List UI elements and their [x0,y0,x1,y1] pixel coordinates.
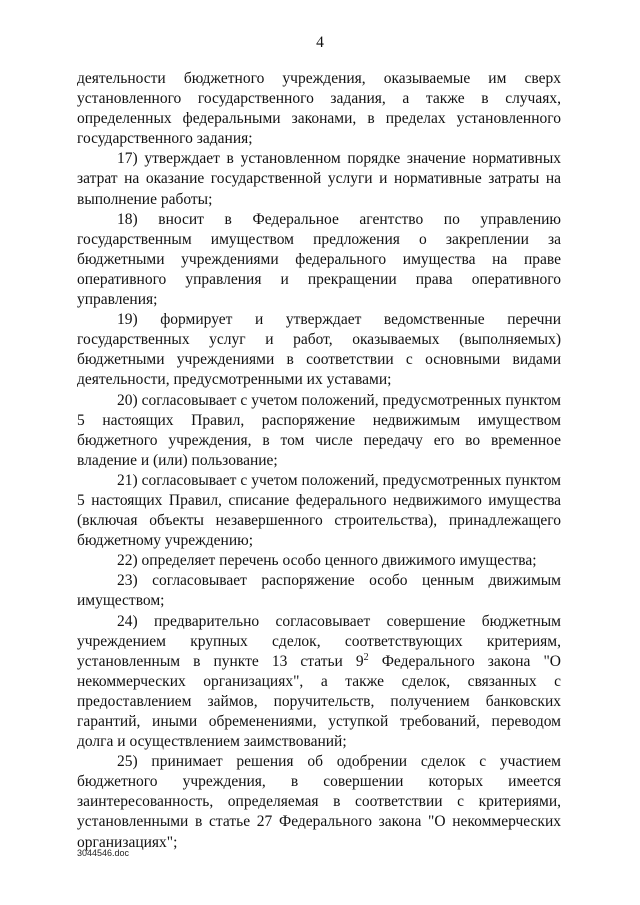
document-body [77,69,561,853]
superscript-article-number: 2 [363,651,369,663]
paragraph-item-18: 18) вносит в Федеральное агентство по управлению государственным имуществом предложения о закреплении за бюджетными учреждениями федерального имущества на праве оперативного управления и прекращении права оперативного управления; [77,210,561,309]
paragraph-item-19: 19) формирует и утверждает ведомственные перечни государственных услуг и работ, оказываемых (выполняемых) бюджетными учреждениями в соответствии с основными видами деятельности, предусмотренными их уставами; [77,311,561,389]
page-number: 4 [316,34,324,51]
paragraph-continuation: деятельности бюджетного учреждения, оказываемые им сверх установленного государственного задания, а также в случаях, определенных федеральными законами, в пределах установленного государственного задания; [77,70,561,148]
paragraph-item-25: 25) принимает решения об одобрении сделок с участием бюджетного учреждения, в совершении которых имеется заинтересованность, определяемая в соответствии с критериями, установленными в статье 27 Федерального закона "О некоммерческих организациях"; [77,753,561,851]
paragraph-item-24-text-end: Федерального закона "О некоммерческих организациях", а также сделок, связанных с предоставлением займов, поручительств, получением банковских гарантий, иными обременениями, уступкой требований, переводом долга и осуществлением заимствований; [77,652,561,751]
footer-file-code: 3044546.doc [77,848,130,858]
paragraph-item-24 [77,612,561,753]
paragraph-item-23: 23) согласовывает распоряжение особо ценным движимым имуществом; [77,572,561,610]
paragraph-item-17: 17) утверждает в установленном порядке значение нормативных затрат на оказание государственной услуги и нормативные затраты на выполнение работы; [77,150,561,208]
paragraph-item-21: 21) согласовывает с учетом положений, предусмотренных пунктом 5 настоящих Правил, списание федерального недвижимого имущества (включая объекты незавершенного строительства), принадлежащего бюджетному учреждению; [77,471,561,550]
paragraph-item-24-text-start: 24) предварительно согласовывает совершение бюджетным учреждением крупных сделок, соответствующих критериям, установленным в пункте 13 статьи 9 [77,612,561,670]
paragraph-item-20: 20) согласовывает с учетом положений, предусмотренных пунктом 5 настоящих Правил, распоряжение недвижимым имуществом бюджетного учреждения, в том числе передачу его во временное владение и (или) пользование; [77,391,561,469]
paragraph-item-22: 22) определяет перечень особо ценного движимого имущества; [117,552,537,570]
